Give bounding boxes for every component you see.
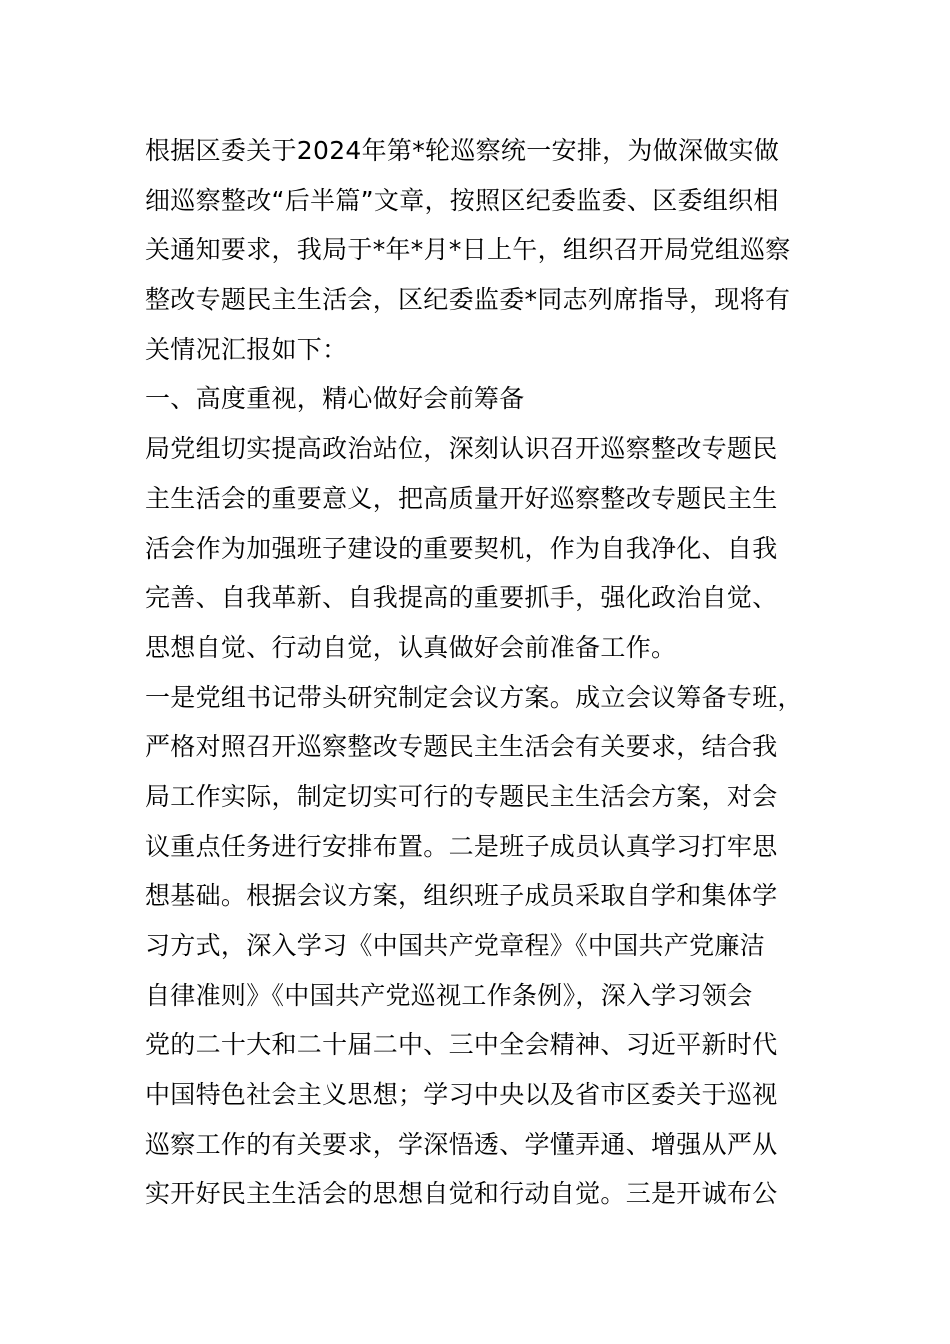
paragraph-line: 细巡察整改“后半篇”文章，按照区纪委监委、区委组织相 — [145, 185, 779, 215]
paragraph-line: 习方式，深入学习《中国共产党章程》《中国共产党廉洁 — [145, 931, 766, 960]
paragraph-line: 党的二十大和二十届二中、三中全会精神、习近平新时代 — [145, 1030, 778, 1060]
paragraph-line: 关通知要求，我局于*年*月*日上午，组织召开局党组巡察 — [145, 235, 791, 265]
paragraph-line: 活会作为加强班子建设的重要契机，作为自我净化、自我 — [145, 533, 778, 563]
paragraph-line: 自律准则》《中国共产党巡视工作条例》，深入学习领会 — [145, 980, 753, 1010]
paragraph-line: 想基础。根据会议方案，组织班子成员采取自学和集体学 — [145, 881, 778, 911]
paragraph-line: 关情况汇报如下： — [145, 334, 348, 364]
paragraph-line: 严格对照召开巡察整改专题民主生活会有关要求，结合我 — [145, 732, 778, 762]
section-heading: 一、高度重视，精心做好会前筹备 — [145, 384, 525, 414]
paragraph-line: 局党组切实提高政治站位，深刻认识召开巡察整改专题民 — [145, 434, 778, 464]
paragraph-line: 主生活会的重要意义，把高质量开好巡察整改专题民主生 — [145, 483, 778, 513]
paragraph-line: 议重点任务进行安排布置。二是班子成员认真学习打牢思 — [145, 831, 778, 861]
paragraph-line: 根据区委关于2024年第*轮巡察统一安排，为做深做实做 — [145, 136, 780, 165]
paragraph-line: 整改专题民主生活会，区纪委监委*同志列席指导，现将有 — [145, 285, 791, 315]
paragraph-line: 实开好民主生活会的思想自觉和行动自觉。三是开诚布公 — [145, 1179, 778, 1209]
paragraph-line: 中国特色社会主义思想；学习中央以及省市区委关于巡视 — [145, 1080, 778, 1110]
paragraph-line: 完善、自我革新、自我提高的重要抓手，强化政治自觉、 — [145, 583, 778, 613]
paragraph-line: 局工作实际，制定切实可行的专题民主生活会方案，对会 — [145, 781, 778, 811]
document-body — [145, 126, 845, 1219]
paragraph-line: 巡察工作的有关要求，学深悟透、学懂弄通、增强从严从 — [145, 1129, 778, 1159]
paragraph-line: 思想自觉、行动自觉，认真做好会前准备工作。 — [145, 632, 677, 662]
paragraph-line: 一是党组书记带头研究制定会议方案。成立会议筹备专班， — [145, 682, 803, 712]
